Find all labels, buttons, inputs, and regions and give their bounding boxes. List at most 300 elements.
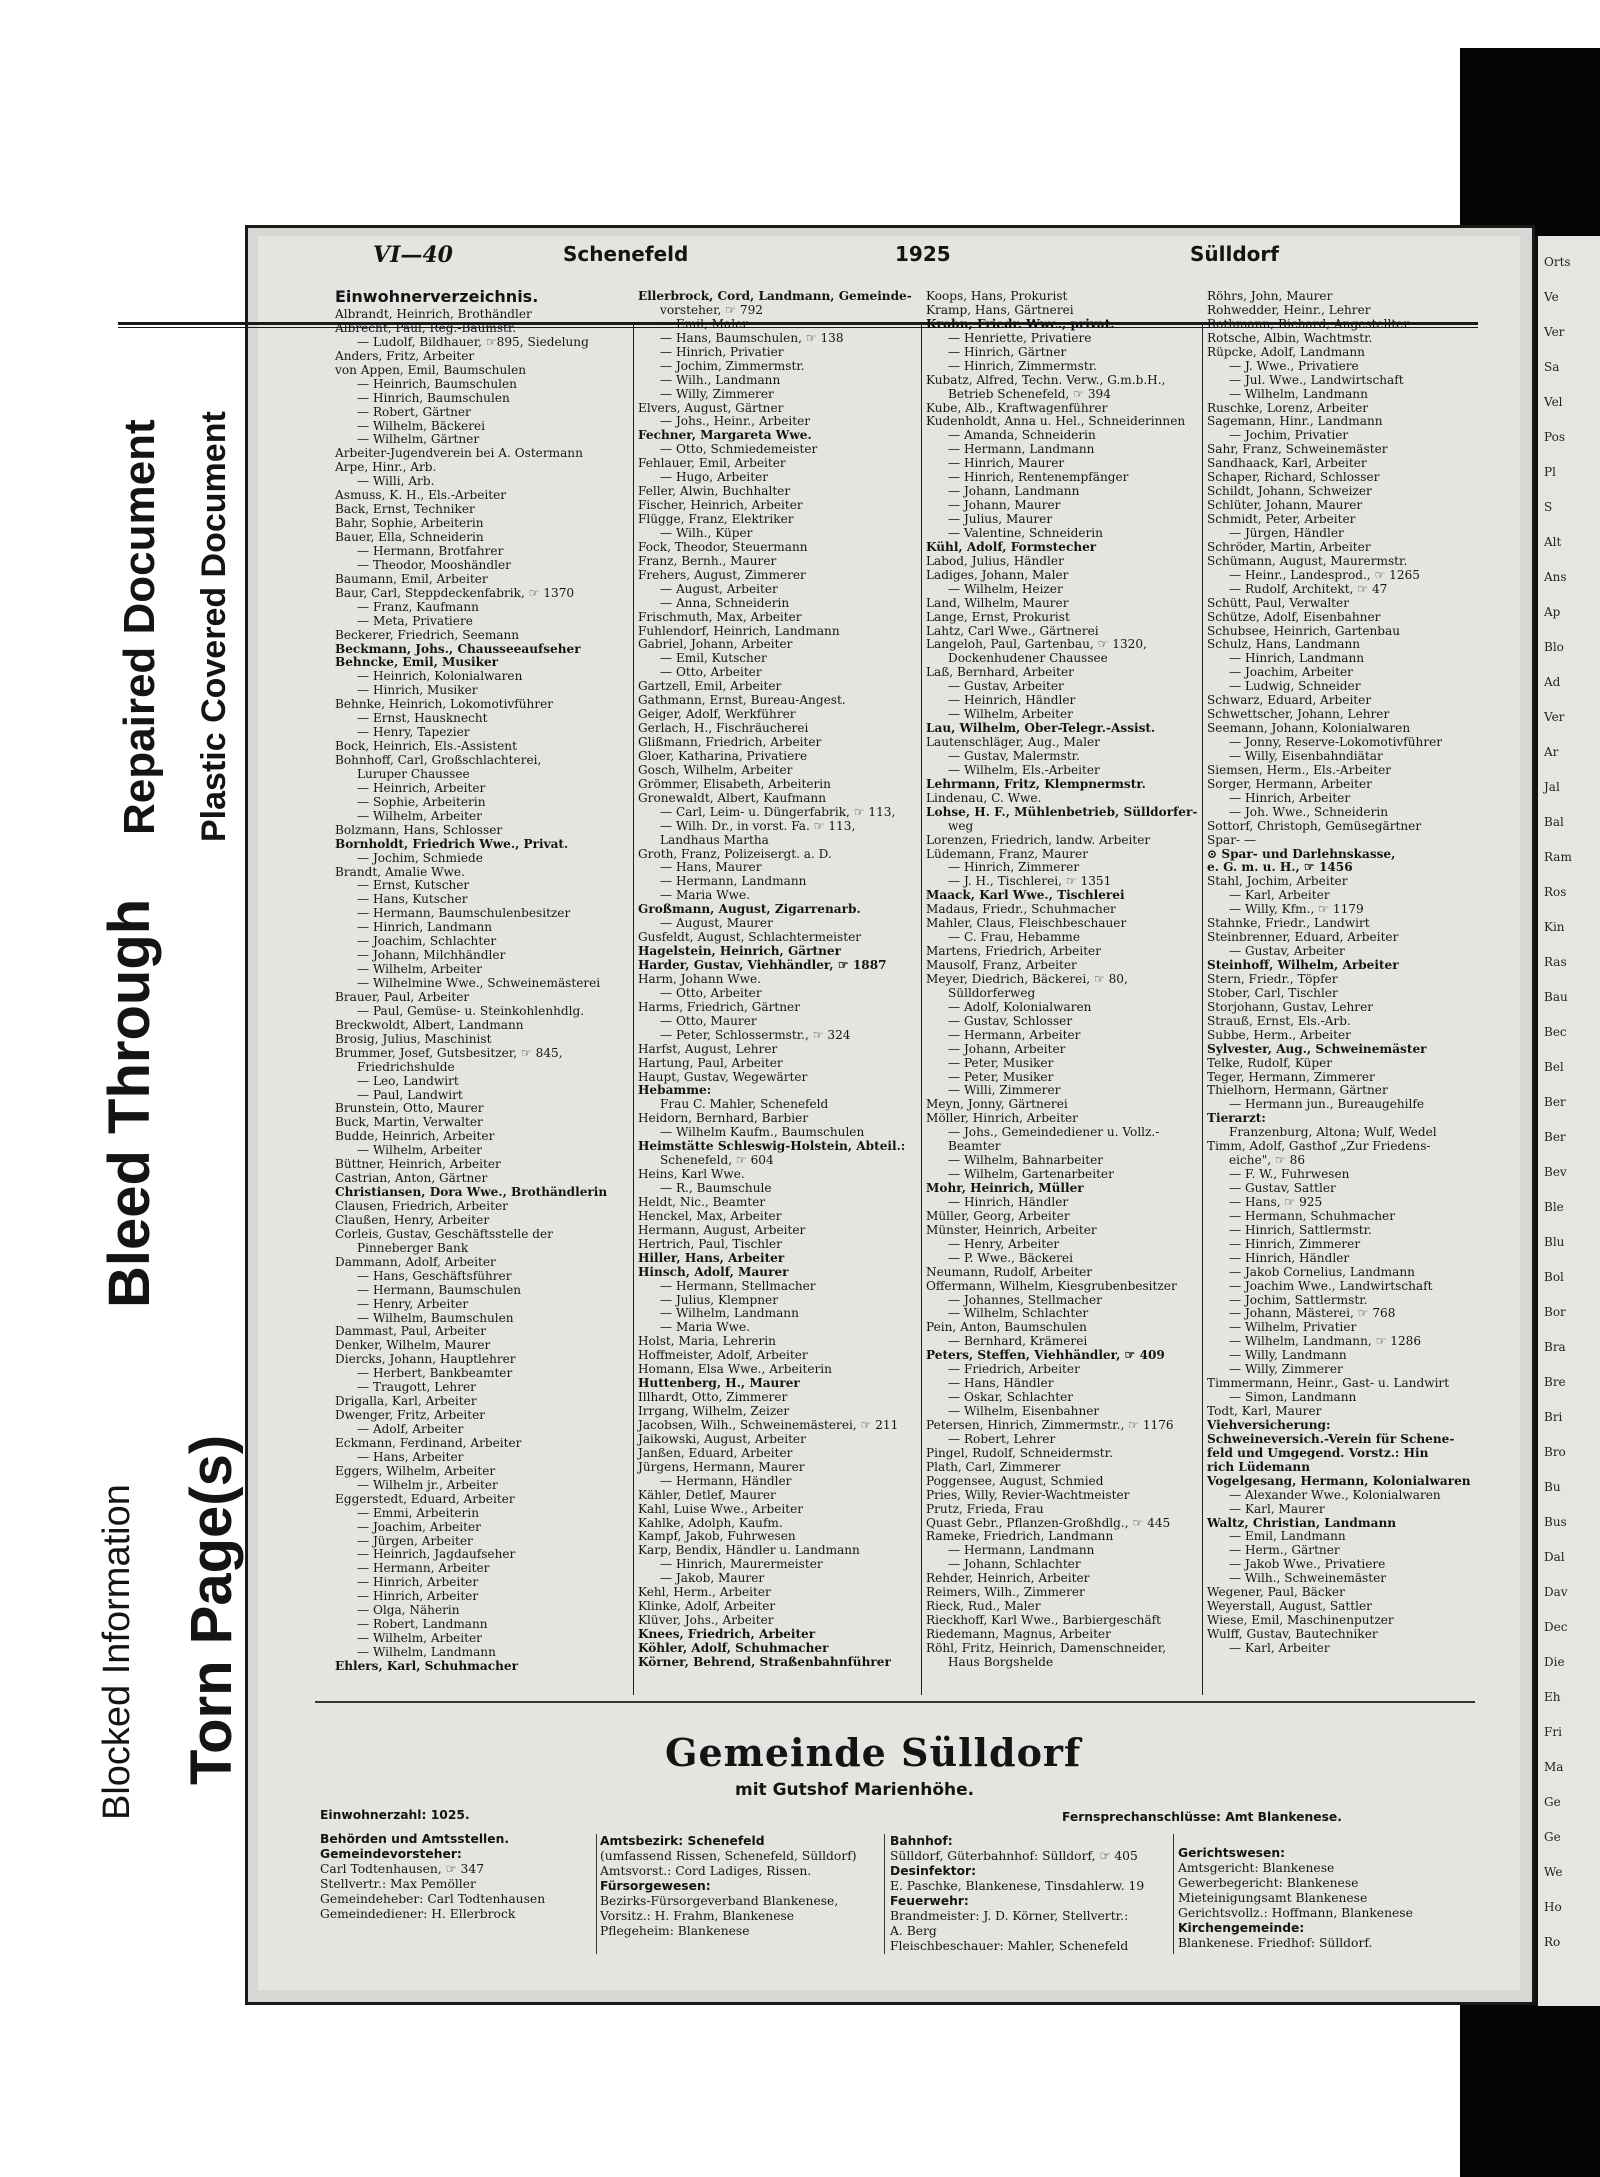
directory-entry: Rameke, Friedrich, Landmann xyxy=(926,1529,1114,1544)
directory-entry: — Hinrich, Arbeiter xyxy=(1229,790,1351,805)
directory-entry: Bolzmann, Hans, Schlosser xyxy=(335,822,503,837)
directory-entry: Münster, Heinrich, Arbeiter xyxy=(926,1222,1097,1237)
directory-entry: — Hermann, Landmann xyxy=(948,1543,1095,1558)
directory-entry: Petersen, Hinrich, Zimmermstr., ☞ 1176 xyxy=(926,1417,1174,1432)
directory-entry: Eckmann, Ferdinand, Arbeiter xyxy=(335,1435,522,1450)
directory-entry: Steinbrenner, Eduard, Arbeiter xyxy=(1207,930,1399,945)
directory-entry: Hinsch, Adolf, Maurer xyxy=(638,1264,789,1279)
block-line: (umfassend Rissen, Schenefeld, Sülldorf) xyxy=(600,1849,857,1863)
directory-entry: Vogelgesang, Hermann, Kolonialwaren xyxy=(1207,1473,1471,1488)
directory-entry: Schulz, Hans, Landmann xyxy=(1207,637,1361,652)
directory-entry: Denker, Wilhelm, Maurer xyxy=(335,1338,491,1353)
directory-entry: Schwettscher, Johann, Lehrer xyxy=(1207,707,1390,722)
block-line: Blankenese. Friedhof: Sülldorf. xyxy=(1178,1936,1373,1950)
directory-entry: — Johann, Landmann xyxy=(948,484,1080,499)
directory-entry: Schlüter, Johann, Maurer xyxy=(1207,498,1363,513)
directory-entry: rich Lüdemann xyxy=(1207,1459,1310,1474)
directory-entry: Rotsche, Albin, Wachtmstr. xyxy=(1207,330,1373,345)
directory-entry: Betrieb Schenefeld, ☞ 394 xyxy=(948,386,1111,401)
header-place-left: Schenefeld xyxy=(563,242,689,266)
directory-entry: Schwarz, Eduard, Arbeiter xyxy=(1207,693,1372,708)
directory-entry: Lindenau, C. Wwe. xyxy=(926,790,1042,805)
directory-entry: Kähler, Detlef, Maurer xyxy=(638,1487,776,1502)
directory-entry: Heins, Karl Wwe. xyxy=(638,1167,745,1182)
section-rule xyxy=(315,1701,1475,1703)
directory-entry: — Heinrich, Baumschulen xyxy=(357,376,517,391)
directory-entry: Todt, Karl, Maurer xyxy=(1207,1404,1322,1418)
directory-entry: — Henry, Arbeiter xyxy=(948,1236,1060,1251)
directory-entry: — Hinrich, Landmann xyxy=(357,920,493,935)
directory-entry: Breckwoldt, Albert, Landmann xyxy=(335,1017,524,1032)
directory-entry: Haus Borgshelde xyxy=(948,1654,1054,1669)
directory-entry: Illhardt, Otto, Zimmerer xyxy=(638,1390,788,1405)
directory-entry: — Hermann, Landmann xyxy=(660,874,807,889)
directory-column-2 xyxy=(638,290,912,1670)
directory-entry: — Jakob Wwe., Privatiere xyxy=(1229,1557,1386,1572)
directory-entry: Sülldorferweg xyxy=(948,985,1036,1000)
directory-entry: Schubsee, Heinrich, Gartenbau xyxy=(1207,623,1401,638)
directory-entry: Jaikowski, August, Arbeiter xyxy=(638,1431,806,1446)
directory-entry: Beamter xyxy=(948,1139,1001,1154)
directory-entry: Ehlers, Karl, Schuhmacher xyxy=(335,1658,518,1673)
directory-entry: Lau, Wilhelm, Ober-Telegr.-Assist. xyxy=(926,721,1156,736)
directory-entry: — J. H., Tischlerei, ☞ 1351 xyxy=(948,874,1112,889)
directory-entry: Lohse, H. F., Mühlenbetrieb, Sülldorfer- xyxy=(926,804,1198,819)
directory-entry: — Oskar, Schlachter xyxy=(948,1390,1074,1405)
header-place-right: Sülldorf xyxy=(1190,242,1279,266)
directory-entry: Corleis, Gustav, Geschäftsstelle der xyxy=(335,1226,553,1241)
directory-entry: — Hermann jun., Bureaugehilfe xyxy=(1229,1097,1425,1112)
directory-entry: Mausolf, Franz, Arbeiter xyxy=(926,958,1077,972)
directory-entry: — Hinrich, Landmann xyxy=(1229,651,1365,666)
einwohnerzahl: Einwohnerzahl: 1025. xyxy=(320,1808,470,1822)
adjacent-page-fragment: Ad xyxy=(1544,675,1561,689)
directory-entry: Knees, Friedrich, Arbeiter xyxy=(638,1627,816,1641)
directory-entry: — August, Maurer xyxy=(660,916,773,931)
directory-entry: — R., Baumschule xyxy=(660,1181,772,1195)
directory-entry: Pinneberger Bank xyxy=(357,1240,469,1255)
directory-entry: — Johann, Mästerei, ☞ 768 xyxy=(1229,1306,1396,1321)
directory-entry: Buck, Martin, Verwalter xyxy=(335,1115,483,1130)
adjacent-page-fragment: Bra xyxy=(1544,1340,1566,1354)
bahnhof-block xyxy=(890,1834,1144,1954)
directory-entry: — Karl, Arbeiter xyxy=(1229,888,1330,903)
adjacent-page-fragment: Orts xyxy=(1544,255,1571,269)
adjacent-page-fragment: Bu xyxy=(1544,1480,1561,1494)
adjacent-page-fragment: Bro xyxy=(1544,1445,1566,1459)
block-divider xyxy=(596,1834,597,1954)
directory-entry: Subbe, Herm., Arbeiter xyxy=(1207,1027,1351,1042)
directory-entry: Eggers, Wilhelm, Arbeiter xyxy=(335,1463,496,1478)
directory-entry: Haupt, Gustav, Wegewärter xyxy=(638,1069,808,1084)
adjacent-page-fragment: Ans xyxy=(1544,570,1567,584)
directory-entry: — Wilhelm, Landmann xyxy=(357,1645,496,1659)
adjacent-page-fragment: S xyxy=(1544,500,1553,514)
directory-entry: Viehversicherung: xyxy=(1207,1417,1331,1432)
directory-entry: Seemann, Johann, Kolonialwaren xyxy=(1207,721,1411,736)
directory-entry: Flügge, Franz, Elektriker xyxy=(638,512,794,526)
directory-entry: Elvers, August, Gärtner xyxy=(638,400,784,415)
directory-entry: Kudenholdt, Anna u. Hel., Schneiderinnen xyxy=(926,414,1186,429)
directory-entry: — Willy, Zimmerer xyxy=(1229,1362,1343,1377)
directory-entry: — Maria Wwe. xyxy=(660,888,751,903)
directory-entry: Offermann, Wilhelm, Kiesgrubenbesitzer xyxy=(926,1278,1177,1293)
block-line: Mieteinigungsamt Blankenese xyxy=(1178,1891,1368,1905)
adjacent-page-fragment: Bre xyxy=(1544,1375,1566,1389)
directory-entry: Castrian, Anton, Gärtner xyxy=(335,1171,488,1186)
directory-entry: Lüdemann, Franz, Maurer xyxy=(926,846,1088,861)
directory-entry: — Anna, Schneiderin xyxy=(660,595,790,610)
directory-entry: — Jakob Cornelius, Landmann xyxy=(1229,1264,1415,1279)
adjacent-page-fragment: Dav xyxy=(1544,1585,1568,1599)
directory-entry: Lehrmann, Fritz, Klempnermstr. xyxy=(926,776,1146,791)
directory-entry: — Gustav, Sattler xyxy=(1229,1181,1336,1195)
directory-entry: — Jochim, Sattlermstr. xyxy=(1229,1292,1368,1307)
directory-entry: Schütt, Paul, Verwalter xyxy=(1207,595,1349,610)
directory-entry: — Wilhelm, Els.-Arbeiter xyxy=(948,762,1100,777)
directory-entry: — Julius, Klempner xyxy=(660,1292,778,1307)
directory-entry: Albrecht, Paul, Reg.-Baumstr. xyxy=(335,320,517,335)
adjacent-page-fragment: Ros xyxy=(1544,885,1567,899)
directory-entry: — Karl, Maurer xyxy=(1229,1501,1325,1516)
adjacent-page-fragment: Jal xyxy=(1544,780,1560,794)
directory-entry: Brosig, Julius, Maschinist xyxy=(335,1031,492,1046)
directory-entry: von Appen, Emil, Baumschulen xyxy=(335,362,527,377)
directory-entry: Stahnke, Friedr., Landwirt xyxy=(1207,916,1370,931)
adjacent-page-fragment: Bus xyxy=(1544,1515,1567,1529)
directory-entry: — Wilhelm Kaufm., Baumschulen xyxy=(660,1125,865,1140)
label-torn-pages: Torn Page(s) xyxy=(179,1434,244,1785)
directory-entry: — Paul, Landwirt xyxy=(357,1087,463,1102)
block-heading: Fürsorgewesen: xyxy=(600,1879,711,1893)
directory-entry: Sagemann, Hinr., Landmann xyxy=(1207,414,1383,429)
directory-entry: Arpe, Hinr., Arb. xyxy=(335,460,437,475)
directory-entry: Wulff, Gustav, Bautechniker xyxy=(1207,1627,1378,1641)
directory-entry: — Peter, Schlossermstr., ☞ 324 xyxy=(660,1027,851,1042)
directory-entry: Land, Wilhelm, Maurer xyxy=(926,595,1069,610)
directory-entry: vorsteher, ☞ 792 xyxy=(660,302,763,317)
directory-entry: Heimstätte Schleswig-Holstein, Abteil.: xyxy=(638,1139,906,1154)
directory-entry: — Hermann, Schuhmacher xyxy=(1229,1208,1395,1223)
directory-entry: — Hugo, Arbeiter xyxy=(660,470,769,485)
directory-entry: — Leo, Landwirt xyxy=(357,1073,459,1088)
directory-entry: Pries, Willy, Revier-Wachtmeister xyxy=(926,1487,1130,1502)
adjacent-page-fragment: Dec xyxy=(1544,1620,1568,1634)
directory-entry: — Traugott, Lehrer xyxy=(357,1380,476,1395)
directory-entry: Huttenberg, H., Maurer xyxy=(638,1376,800,1391)
directory-column-4 xyxy=(1207,290,1471,1656)
directory-entry: — Meta, Privatiere xyxy=(357,613,473,628)
directory-entry: — Johs., Heinr., Arbeiter xyxy=(660,414,811,429)
directory-entry: Timmermann, Heinr., Gast- u. Landwirt xyxy=(1207,1376,1450,1391)
directory-column-1 xyxy=(335,287,608,1674)
directory-entry: — Amanda, Schneiderin xyxy=(948,428,1096,443)
directory-entry: Luruper Chaussee xyxy=(357,766,470,781)
directory-entry: Schmidt, Peter, Arbeiter xyxy=(1207,512,1356,526)
directory-entry: Kube, Alb., Kraftwagenführer xyxy=(926,400,1108,415)
directory-entry: — Hermann, Baumschulen xyxy=(357,1282,522,1297)
directory-entry: Frischmuth, Max, Arbeiter xyxy=(638,609,802,624)
block-line: Pflegeheim: Blankenese xyxy=(600,1924,750,1938)
amtsbezirk-block xyxy=(600,1834,857,1939)
adjacent-page-fragment: Bor xyxy=(1544,1305,1566,1319)
block-line: Bezirks-Fürsorgeverband Blankenese, xyxy=(600,1894,839,1908)
adjacent-page-fragment: Ge xyxy=(1544,1830,1561,1844)
adjacent-page-fragment: Kin xyxy=(1544,920,1565,934)
directory-entry: — Paul, Gemüse- u. Steinkohlenhdlg. xyxy=(357,1003,585,1018)
directory-entry: — Johann, Arbeiter xyxy=(948,1041,1066,1056)
directory-entry: Steinhoff, Wilhelm, Arbeiter xyxy=(1207,958,1399,972)
directory-entry: Weyerstall, August, Sattler xyxy=(1207,1599,1372,1614)
directory-entry: — Wilhelm, Eisenbahner xyxy=(948,1404,1100,1418)
directory-entry: Stern, Friedr., Töpfer xyxy=(1207,971,1338,986)
directory-entry: Kehl, Herm., Arbeiter xyxy=(638,1585,771,1600)
directory-entry: Mohr, Heinrich, Müller xyxy=(926,1181,1084,1195)
directory-entry: Harm, Johann Wwe. xyxy=(638,971,762,986)
directory-entry: Bock, Heinrich, Els.-Assistent xyxy=(335,739,517,754)
block-line: E. Paschke, Blankenese, Tinsdahlerw. 19 xyxy=(890,1879,1145,1893)
directory-entry: Meyn, Jonny, Gärtnerei xyxy=(926,1097,1068,1112)
directory-entry: — Johs., Gemeindediener u. Vollz.- xyxy=(948,1125,1160,1140)
directory-entry: — Ernst, Hausknecht xyxy=(357,711,488,726)
directory-entry: — Hermann, Händler xyxy=(660,1473,792,1488)
directory-entry: Schümann, August, Maurermstr. xyxy=(1207,553,1408,568)
block-heading: Amtsbezirk: Schenefeld xyxy=(600,1834,765,1848)
adjacent-page-fragment: Pl xyxy=(1544,465,1556,479)
directory-entry: — Willi, Arb. xyxy=(357,474,435,489)
directory-entry: Drigalla, Karl, Arbeiter xyxy=(335,1394,477,1409)
label-bleed-through: Bleed Through xyxy=(97,898,162,1308)
directory-entry: Baur, Carl, Steppdeckenfabrik, ☞ 1370 xyxy=(335,585,575,600)
directory-entry: Krohn, Friedr. Wwe., privat. xyxy=(926,316,1115,331)
directory-entry: — Ludolf, Bildhauer, ☞895, Siedelung xyxy=(357,334,589,349)
directory-entry: Frehers, August, Zimmerer xyxy=(638,567,806,582)
block-divider xyxy=(884,1834,885,1954)
directory-entry: Homann, Elsa Wwe., Arbeiterin xyxy=(638,1362,832,1377)
directory-entry: — Hinrich, Musiker xyxy=(357,683,478,698)
adjacent-page-fragment: Bec xyxy=(1544,1025,1567,1039)
directory-entry: Gronewaldt, Albert, Kaufmann xyxy=(638,790,826,805)
directory-entry: — Hinrich, Sattlermstr. xyxy=(1229,1222,1372,1237)
directory-entry: Fuhlendorf, Heinrich, Landmann xyxy=(638,623,840,638)
block-line: Sülldorf, Güterbahnhof: Sülldorf, ☞ 405 xyxy=(890,1849,1138,1863)
directory-entry: — Hermann, Arbeiter xyxy=(357,1561,490,1576)
directory-entry: — Wilhelm, Schlachter xyxy=(948,1306,1089,1321)
directory-entry: Sandhaack, Karl, Arbeiter xyxy=(1207,456,1367,471)
block-heading: Kirchengemeinde: xyxy=(1178,1921,1305,1935)
directory-entry: Gosch, Wilhelm, Arbeiter xyxy=(638,762,793,777)
directory-entry: Gloer, Katharina, Privatiere xyxy=(638,748,808,763)
adjacent-page-fragment: Ver xyxy=(1544,325,1565,339)
directory-entry: Möller, Hinrich, Arbeiter xyxy=(926,1111,1078,1126)
block-line: A. Berg xyxy=(890,1924,937,1938)
directory-entry: — Friedrich, Arbeiter xyxy=(948,1362,1080,1377)
directory-entry: Telke, Rudolf, Küper xyxy=(1207,1055,1333,1070)
directory-entry: Gusfeldt, August, Schlachtermeister xyxy=(638,930,862,945)
directory-entry: Geiger, Adolf, Werkführer xyxy=(638,707,796,722)
directory-entry: — Jochim, Privatier xyxy=(1229,428,1349,443)
directory-entry: eiche", ☞ 86 xyxy=(1229,1153,1306,1168)
page-header xyxy=(115,242,1485,282)
directory-entry: — Robert, Lehrer xyxy=(948,1431,1056,1446)
directory-entry: — Wilhelm, Bahnarbeiter xyxy=(948,1153,1104,1168)
directory-entry: — Hinrich, Händler xyxy=(948,1194,1069,1209)
directory-entry: Grömmer, Elisabeth, Arbeiterin xyxy=(638,776,831,791)
adjacent-page-fragment: Fri xyxy=(1544,1725,1562,1739)
directory-entry: Schenefeld, ☞ 604 xyxy=(660,1153,774,1168)
directory-entry: Madaus, Friedr., Schuhmacher xyxy=(926,902,1116,917)
directory-entry: Groth, Franz, Polizeisergt. a. D. xyxy=(638,846,832,861)
adjacent-page-fragment: Ho xyxy=(1544,1900,1562,1914)
adjacent-page-fragment: Bal xyxy=(1544,815,1564,829)
directory-entry: — Hinrich, Gärtner xyxy=(948,344,1067,359)
directory-entry: Ellerbrock, Cord, Landmann, Gemeinde- xyxy=(638,289,912,303)
block-heading: Desinfektor: xyxy=(890,1864,977,1878)
directory-entry: — Hinrich, Zimmerer xyxy=(1229,1236,1361,1251)
directory-entry: — F. W., Fuhrwesen xyxy=(1229,1167,1350,1182)
directory-entry: Büttner, Heinrich, Arbeiter xyxy=(335,1157,501,1172)
directory-entry: Timm, Adolf, Gasthof „Zur Friedens- xyxy=(1207,1139,1431,1154)
directory-entry: Teger, Hermann, Zimmerer xyxy=(1207,1069,1375,1084)
directory-entry: Wiese, Emil, Maschinenputzer xyxy=(1207,1613,1394,1628)
directory-entry: Henckel, Max, Arbeiter xyxy=(638,1208,782,1223)
directory-entry: — Maria Wwe. xyxy=(660,1320,751,1335)
directory-entry: — Jürgen, Arbeiter xyxy=(357,1533,473,1548)
directory-entry: — Wilhelm, Privatier xyxy=(1229,1320,1357,1335)
adjacent-page-fragment: Ber xyxy=(1544,1130,1566,1144)
adjacent-page-fragment: Ber xyxy=(1544,1095,1566,1109)
directory-entry: — Herm., Gärtner xyxy=(1229,1543,1340,1558)
directory-entry: Holst, Maria, Lehrerin xyxy=(638,1334,776,1349)
directory-entry: Wegener, Paul, Bäcker xyxy=(1207,1585,1345,1600)
directory-entry: — Adolf, Kolonialwaren xyxy=(948,999,1092,1014)
directory-entry: — Hermann, Arbeiter xyxy=(948,1027,1081,1042)
directory-entry: Köhler, Adolf, Schuhmacher xyxy=(638,1640,829,1655)
directory-entry: — Hinrich, Arbeiter xyxy=(357,1575,479,1590)
directory-entry: — Johann, Schlachter xyxy=(948,1557,1081,1572)
directory-entry: — Hans, Arbeiter xyxy=(357,1449,464,1464)
directory-entry: Frau C. Mahler, Schenefeld xyxy=(660,1097,829,1112)
directory-entry: — Franz, Kaufmann xyxy=(357,599,479,614)
directory-entry: Gabriel, Johann, Arbeiter xyxy=(638,637,793,652)
block-line: Fleischbeschauer: Mahler, Schenefeld xyxy=(890,1939,1129,1953)
directory-entry: Waltz, Christian, Landmann xyxy=(1207,1515,1397,1530)
directory-entry: — Emmi, Arbeiterin xyxy=(357,1505,479,1520)
directory-entry: Brauer, Paul, Arbeiter xyxy=(335,989,470,1004)
directory-entry: — Robert, Landmann xyxy=(357,1617,488,1632)
directory-entry: Rohwedder, Heinr., Lehrer xyxy=(1207,302,1371,317)
directory-entry: — Peter, Musiker xyxy=(948,1069,1054,1084)
adjacent-page-fragment: Dal xyxy=(1544,1550,1565,1564)
directory-entry: Schweineversich.-Verein für Schene- xyxy=(1207,1431,1455,1446)
adjacent-page-fragment: We xyxy=(1544,1865,1563,1879)
adjacent-page-fragment: Ar xyxy=(1544,745,1559,759)
directory-entry: — Hinrich, Rentenempfänger xyxy=(948,470,1129,485)
page-number: VI—40 xyxy=(373,242,453,268)
directory-entry: Heldt, Nic., Beamter xyxy=(638,1194,766,1209)
directory-entry: Claußen, Henry, Arbeiter xyxy=(335,1212,490,1227)
directory-entry: — Wilh. Dr., in vorst. Fa. ☞ 113, xyxy=(660,818,856,833)
directory-entry: Rehder, Heinrich, Arbeiter xyxy=(926,1571,1090,1586)
directory-entry: Glißmann, Friedrich, Arbeiter xyxy=(638,735,822,749)
adjacent-page-fragment: Vel xyxy=(1544,395,1563,409)
adjacent-page-fragment: Ge xyxy=(1544,1795,1561,1809)
directory-entry: — Joachim, Arbeiter xyxy=(1229,665,1353,680)
directory-entry: — Wilhelm, Bäckerei xyxy=(357,418,486,433)
directory-entry: — Jochim, Schmiede xyxy=(357,850,483,865)
directory-entry: — J. Wwe., Privatiere xyxy=(1229,358,1359,373)
directory-entry: — Wilhelm, Gärtner xyxy=(357,432,480,447)
directory-entry: — Carl, Leim- u. Düngerfabrik, ☞ 113, xyxy=(660,804,896,819)
directory-entry: Peters, Steffen, Viehhändler, ☞ 409 xyxy=(926,1348,1165,1363)
directory-entry: Bauer, Ella, Schneiderin xyxy=(335,530,484,544)
adjacent-page-fragment: Bol xyxy=(1544,1270,1564,1284)
directory-entry: Gartzell, Emil, Arbeiter xyxy=(638,679,782,694)
adjacent-page-fragment: Bau xyxy=(1544,990,1568,1004)
directory-entry: — Wilhelm, Landmann xyxy=(660,1306,799,1321)
directory-entry: — Willy, Zimmerer xyxy=(660,386,774,401)
adjacent-page-fragment: Blu xyxy=(1544,1235,1565,1249)
directory-entry: Müller, Georg, Arbeiter xyxy=(926,1208,1070,1223)
directory-entry: — Otto, Arbeiter xyxy=(660,985,762,1000)
fernsprechanschluesse: Fernsprechanschlüsse: Amt Blankenese. xyxy=(1062,1810,1342,1824)
directory-entry: Sylvester, Aug., Schweinemäster xyxy=(1207,1041,1427,1056)
directory-entry: — Wilhelm, Heizer xyxy=(948,581,1063,596)
directory-entry: — Gustav, Arbeiter xyxy=(948,679,1064,694)
directory-entry: — Emil, Kutscher xyxy=(660,651,767,666)
directory-entry: — Gustav, Malermstr. xyxy=(948,748,1080,763)
directory-entry: Rieckhoff, Karl Wwe., Barbiergeschäft xyxy=(926,1613,1162,1628)
directory-entry: Meyer, Diedrich, Bäckerei, ☞ 80, xyxy=(926,971,1128,986)
directory-entry: Schaper, Richard, Schlosser xyxy=(1207,470,1380,485)
directory-entry: Röhrs, John, Maurer xyxy=(1207,289,1333,303)
directory-entry: — Hinrich, Maurer xyxy=(948,456,1065,471)
directory-entry: Brandt, Amalie Wwe. xyxy=(335,864,465,879)
directory-entry: — Willy, Landmann xyxy=(1229,1348,1347,1363)
directory-entry: Karp, Bendix, Händler u. Landmann xyxy=(638,1543,860,1558)
adjacent-page-fragment: Eh xyxy=(1544,1690,1561,1704)
directory-entry: — Wilh., Schweinemäster xyxy=(1229,1571,1387,1586)
directory-entry: — Wilhelm, Gartenarbeiter xyxy=(948,1167,1114,1182)
directory-entry: Tierarzt: xyxy=(1207,1111,1266,1126)
section-heading: Einwohnerverzeichnis. xyxy=(335,287,539,306)
directory-entry: Langeloh, Paul, Gartenbau, ☞ 1320, xyxy=(926,637,1147,652)
adjacent-page-fragment: Ap xyxy=(1544,605,1561,619)
directory-entry: Back, Ernst, Techniker xyxy=(335,502,475,517)
block-line: Gemeindeheber: Carl Todtenhausen xyxy=(320,1892,546,1906)
directory-entry: — Hinrich, Privatier xyxy=(660,344,784,359)
directory-entry: Maack, Karl Wwe., Tischlerei xyxy=(926,888,1125,903)
directory-entry: — Hermann, Baumschulenbesitzer xyxy=(357,906,571,921)
behoerden-block xyxy=(320,1832,545,1922)
directory-entry: — Wilhelm, Landmann, ☞ 1286 xyxy=(1229,1334,1422,1349)
directory-entry: Dockenhudener Chaussee xyxy=(948,651,1108,666)
block-divider xyxy=(1173,1834,1174,1954)
directory-entry: Mahler, Claus, Fleischbeschauer xyxy=(926,916,1127,931)
directory-entry: — Theodor, Mooshändler xyxy=(357,557,511,572)
gemeinde-title: Gemeinde Sülldorf xyxy=(665,1730,1082,1775)
directory-entry: Franzenburg, Altona; Wulf, Wedel xyxy=(1229,1125,1437,1140)
directory-entry: e. G. m. u. H., ☞ 1456 xyxy=(1207,860,1353,875)
directory-entry: Behncke, Emil, Musiker xyxy=(335,655,499,670)
directory-entry: — Valentine, Schneiderin xyxy=(948,525,1103,540)
directory-entry: — Emil, Landmann xyxy=(1229,1529,1346,1544)
directory-entry: Dammast, Paul, Arbeiter xyxy=(335,1324,487,1339)
directory-entry: Lange, Ernst, Prokurist xyxy=(926,609,1070,624)
directory-entry: Beckmann, Johs., Chausseeaufseher xyxy=(335,641,581,656)
directory-entry: Harfst, August, Lehrer xyxy=(638,1041,778,1056)
directory-entry: Siemsen, Herm., Els.-Arbeiter xyxy=(1207,762,1392,777)
